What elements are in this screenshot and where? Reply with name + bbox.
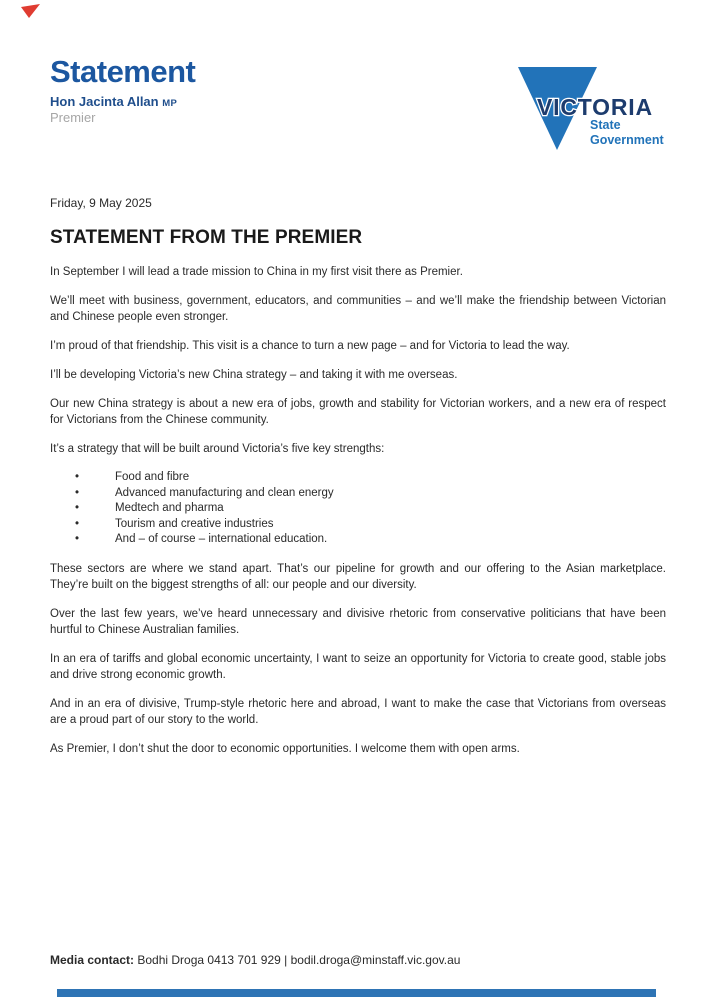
paragraph: Over the last few years, we’ve heard unnecessary and divisive rhetoric from conservative politicians that have been hurtful to Chinese Australian families.: [50, 607, 666, 636]
paragraph: It’s a strategy that will be built around Victoria’s five key strengths:: [50, 443, 385, 455]
logo-sub-line2: Government: [590, 133, 664, 147]
victoria-state-government-logo: [510, 58, 668, 152]
media-contact-line: [50, 953, 666, 967]
masthead-role: Premier: [50, 109, 96, 125]
paragraph: And in an era of divisive, Trump-style rhetoric here and abroad, I want to make the case that Victorians from overseas are a proud part of our story to the world.: [50, 697, 666, 726]
key-strengths-list: [50, 470, 666, 548]
paragraph: In September I will lead a trade mission to China in my first visit there as Premier.: [50, 266, 463, 278]
media-contact-details: Bodhi Droga 0413 701 929 | bodil.droga@minstaff.vic.gov.au: [137, 953, 461, 967]
media-contact-label: Media contact:: [50, 953, 135, 967]
paragraph: In an era of tariffs and global economic uncertainty, I want to seize an opportunity for Victoria to create good, stable jobs and drive strong economic growth.: [50, 652, 666, 681]
author-postnominal: MP: [162, 97, 178, 109]
masthead-title: Statement: [50, 54, 196, 89]
masthead: [50, 56, 195, 125]
date-line: Friday, 9 May 2025: [50, 196, 152, 210]
masthead-author: [50, 94, 195, 109]
paragraph: We’ll meet with business, government, educators, and communities – and we’ll make the friendship between Victorian and Chinese people even stronger.: [50, 295, 666, 323]
logo-sub-line1: State: [590, 118, 621, 132]
list-item: • Food and fibre: [50, 470, 666, 486]
list-item: • Medtech and pharma: [50, 501, 666, 517]
logo-wordmark: VICTORIA: [537, 94, 653, 120]
document-heading: STATEMENT FROM THE PREMIER: [50, 227, 363, 248]
corner-red-mark-icon: [21, 4, 41, 19]
footer-rule: [57, 989, 656, 997]
paragraph: I’m proud of that friendship. This visit is a chance to turn a new page – and for Victoria to lead the way.: [50, 340, 570, 352]
paragraph: These sectors are where we stand apart. That’s our pipeline for growth and our offering to the Asian marketplace. They’re built on the biggest strengths of all: our people and our diversity.: [50, 562, 666, 591]
paragraph: As Premier, I don’t shut the door to economic opportunities. I welcome them with open arms.: [50, 742, 520, 755]
list-item: • Tourism and creative industries: [50, 517, 666, 533]
author-name: Hon Jacinta Allan: [50, 93, 159, 109]
list-item: • Advanced manufacturing and clean energy: [50, 486, 666, 502]
paragraph: I’ll be developing Victoria’s new China strategy – and taking it with me overseas.: [50, 369, 458, 381]
document-body: [50, 196, 666, 770]
list-item: • And – of course – international education.: [50, 532, 666, 548]
paragraph: Our new China strategy is about a new era of jobs, growth and stability for Victorian workers, and a new era of respect for Victorians from the Chinese community.: [50, 398, 666, 426]
